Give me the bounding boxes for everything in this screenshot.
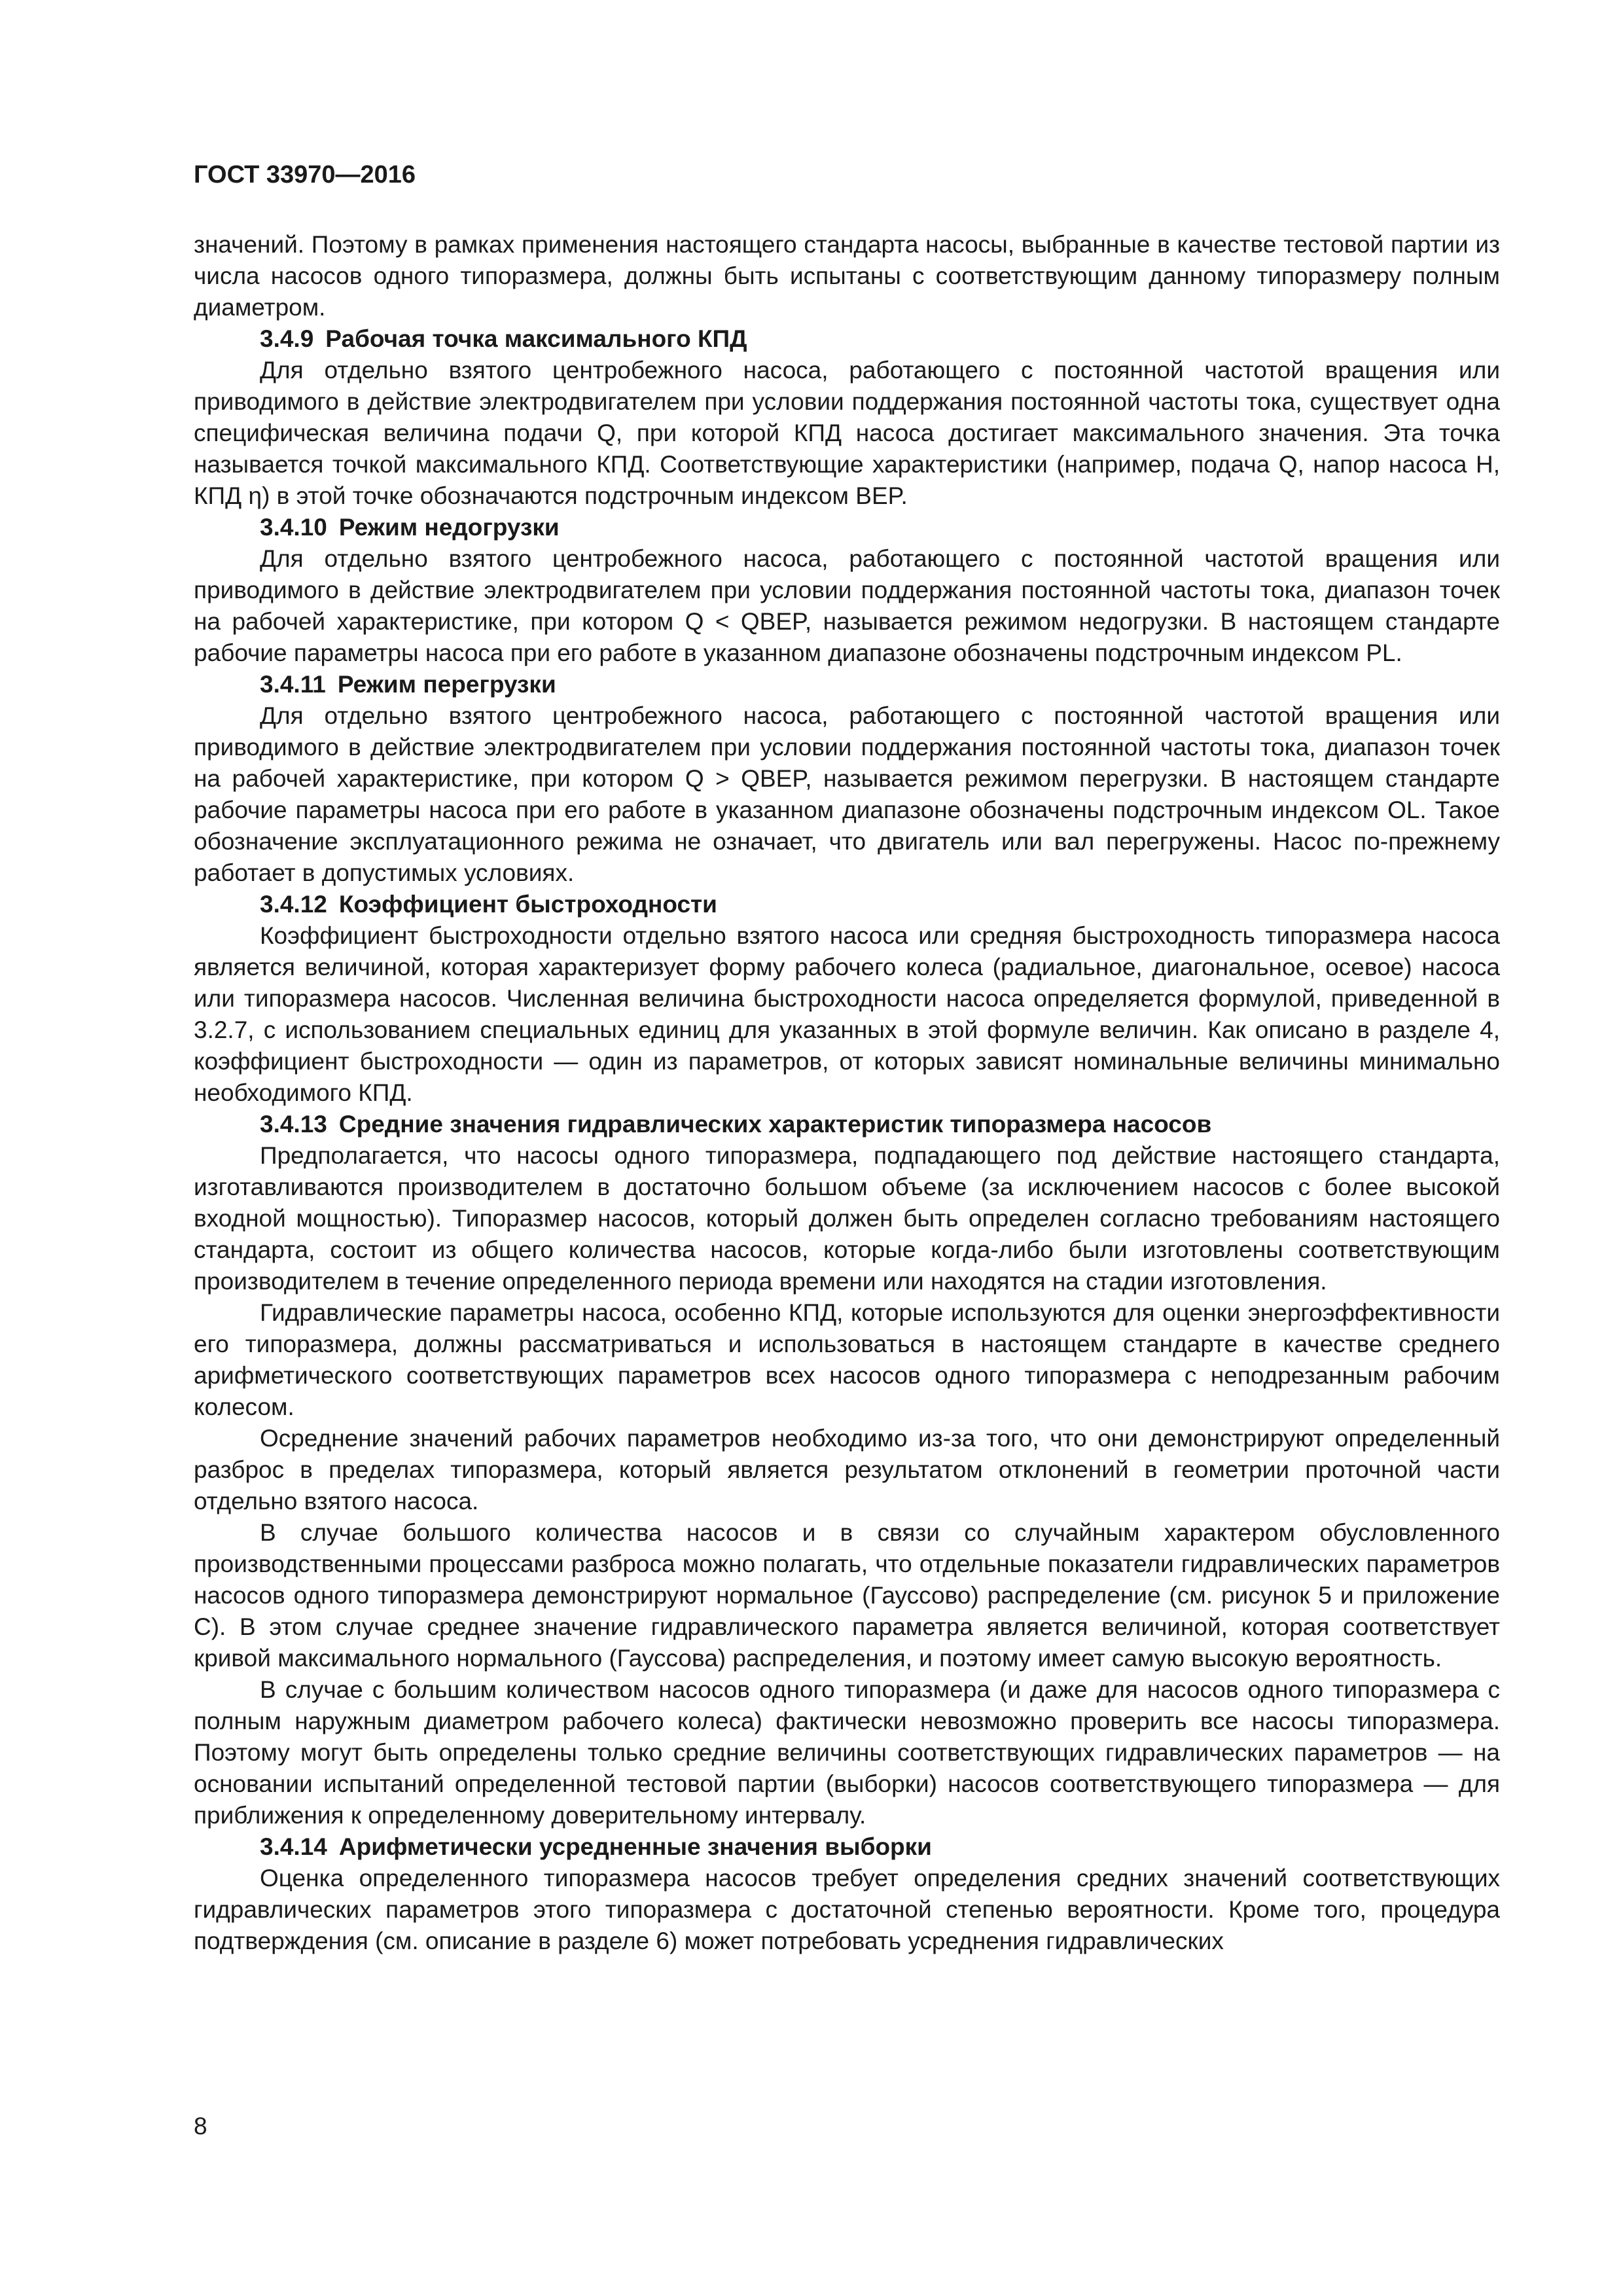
page-number: 8: [194, 2113, 207, 2140]
section-number: 3.4.11: [260, 671, 326, 698]
body-paragraph: Для отдельно взятого центробежного насоса, работающего с постоянной частотой вращения или приводимого в действие электродвигателем при условии поддержания постоянной частоты тока, диапазон точек на рабочей характеристике, при котором Q < QBEP, называется режимом недогрузки. В настоящем стандарте рабочие параметры насоса при его работе в указанном диапазоне обозначены подстрочным индексом PL.: [194, 545, 1500, 666]
section-heading: [194, 669, 1500, 700]
section-title: Средние значения гидравлических характеристик типоразмера насосов: [338, 1111, 1212, 1138]
section-heading: [194, 323, 1500, 355]
section-title: Арифметически усредненные значения выборки: [338, 1833, 932, 1860]
section-heading: [194, 1109, 1500, 1140]
section-number: 3.4.14: [260, 1833, 327, 1860]
body-paragraph: В случае с большим количеством насосов одного типоразмера (и даже для насосов одного типоразмера с полным наружным диаметром рабочего колеса) фактически невозможно проверить все насосы типоразмера. Поэтому могут быть определены только средние величины соответствующих гидравлических параметров — на основании испытаний определенной тестовой партии (выборки) насосов соответствующего типоразмера — для приближения к определенному доверительному интервалу.: [194, 1676, 1500, 1829]
section-title: Рабочая точка максимального КПД: [325, 325, 747, 352]
section-title: Режим недогрузки: [338, 514, 560, 541]
section-number: 3.4.10: [260, 514, 327, 541]
section-title: Режим перегрузки: [337, 671, 556, 698]
body-paragraph: В случае большого количества насосов и в связи со случайным характером обусловленного производственными процессами разброса можно полагать, что отдельные показатели гидравлических параметров насосов одного типоразмера демонстрируют нормальное (Гауссово) распределение (см. рисунок 5 и приложение C). В этом случае среднее значение гидравлического параметра является величиной, которая соответствует кривой максимального нормального (Гауссова) распределения, и поэтому имеет самую высокую вероятность.: [194, 1519, 1500, 1672]
section-heading: [194, 1831, 1500, 1863]
section-heading: [194, 512, 1500, 543]
section-number: 3.4.12: [260, 891, 327, 918]
body-paragraph: Для отдельно взятого центробежного насоса, работающего с постоянной частотой вращения или приводимого в действие электродвигателем при условии поддержания постоянной частоты тока, диапазон точек на рабочей характеристике, при котором Q > QBEP, называется режимом перегрузки. В настоящем стандарте рабочие параметры насоса при его работе в указанном диапазоне обозначены подстрочным индексом OL. Такое обозначение эксплуатационного режима не означает, что двигатель или вал перегружены. Насос по-прежнему работает в допустимых условиях.: [194, 702, 1500, 886]
document-code: ГОСТ 33970—2016: [194, 161, 416, 188]
body-paragraph: Предполагается, что насосы одного типоразмера, подпадающего под действие настоящего стандарта, изготавливаются производителем в достаточно большом объеме (за исключением насосов с более высокой входной мощностью). Типоразмер насосов, который должен быть определен согласно требованиям настоящего стандарта, состоит из общего количества насосов, которые когда-либо были изготовлены соответствующим производителем в течение определенного периода времени или находятся на стадии изготовления.: [194, 1142, 1500, 1295]
body-paragraph: Гидравлические параметры насоса, особенно КПД, которые используются для оценки энергоэффективности его типоразмера, должны рассматриваться и использоваться в настоящем стандарте в качестве среднего арифметического соответствующих параметров всех насосов одного типоразмера с неподрезанным рабочим колесом.: [194, 1299, 1500, 1420]
body-paragraph: значений. Поэтому в рамках применения настоящего стандарта насосы, выбранные в качестве тестовой партии из числа насосов одного типоразмера, должны быть испытаны с соответствующим данному типоразмеру полным диаметром.: [194, 231, 1500, 321]
body-paragraph: Оценка определенного типоразмера насосов требует определения средних значений соответствующих гидравлических параметров этого типоразмера с достаточной степенью вероятности. Кроме того, процедура подтверждения (см. описание в разделе 6) может потребовать усреднения гидравлических: [194, 1865, 1500, 1954]
section-number: 3.4.9: [260, 325, 314, 352]
body-paragraph: Для отдельно взятого центробежного насоса, работающего с постоянной частотой вращения или приводимого в действие электродвигателем при условии поддержания постоянной частоты тока, существует одна специфическая величина подачи Q, при которой КПД насоса достигает максимального значения. Эта точка называется точкой максимального КПД. Соответствующие характеристики (например, подача Q, напор насоса H, КПД η) в этой точке обозначаются подстрочным индексом BEP.: [194, 357, 1500, 509]
document-body: [194, 229, 1500, 1957]
body-paragraph: Коэффициент быстроходности отдельно взятого насоса или средняя быстроходность типоразмера насоса является величиной, которая характеризует форму рабочего колеса (радиальное, диагональное, осевое) насоса или типоразмера насосов. Численная величина быстроходности насоса определяется формулой, приведенной в 3.2.7, с использованием специальных единиц для указанных в этой формуле величин. Как описано в разделе 4, коэффициент быстроходности — один из параметров, от которых зависят номинальные величины минимально необходимого КПД.: [194, 922, 1500, 1106]
section-number: 3.4.13: [260, 1111, 327, 1138]
section-heading: [194, 889, 1500, 920]
body-paragraph: Осреднение значений рабочих параметров необходимо из-за того, что они демонстрируют определенный разброс в пределах типоразмера, который является результатом отклонений в геометрии проточной части отдельно взятого насоса.: [194, 1425, 1500, 1515]
section-title: Коэффициент быстроходности: [338, 891, 717, 918]
